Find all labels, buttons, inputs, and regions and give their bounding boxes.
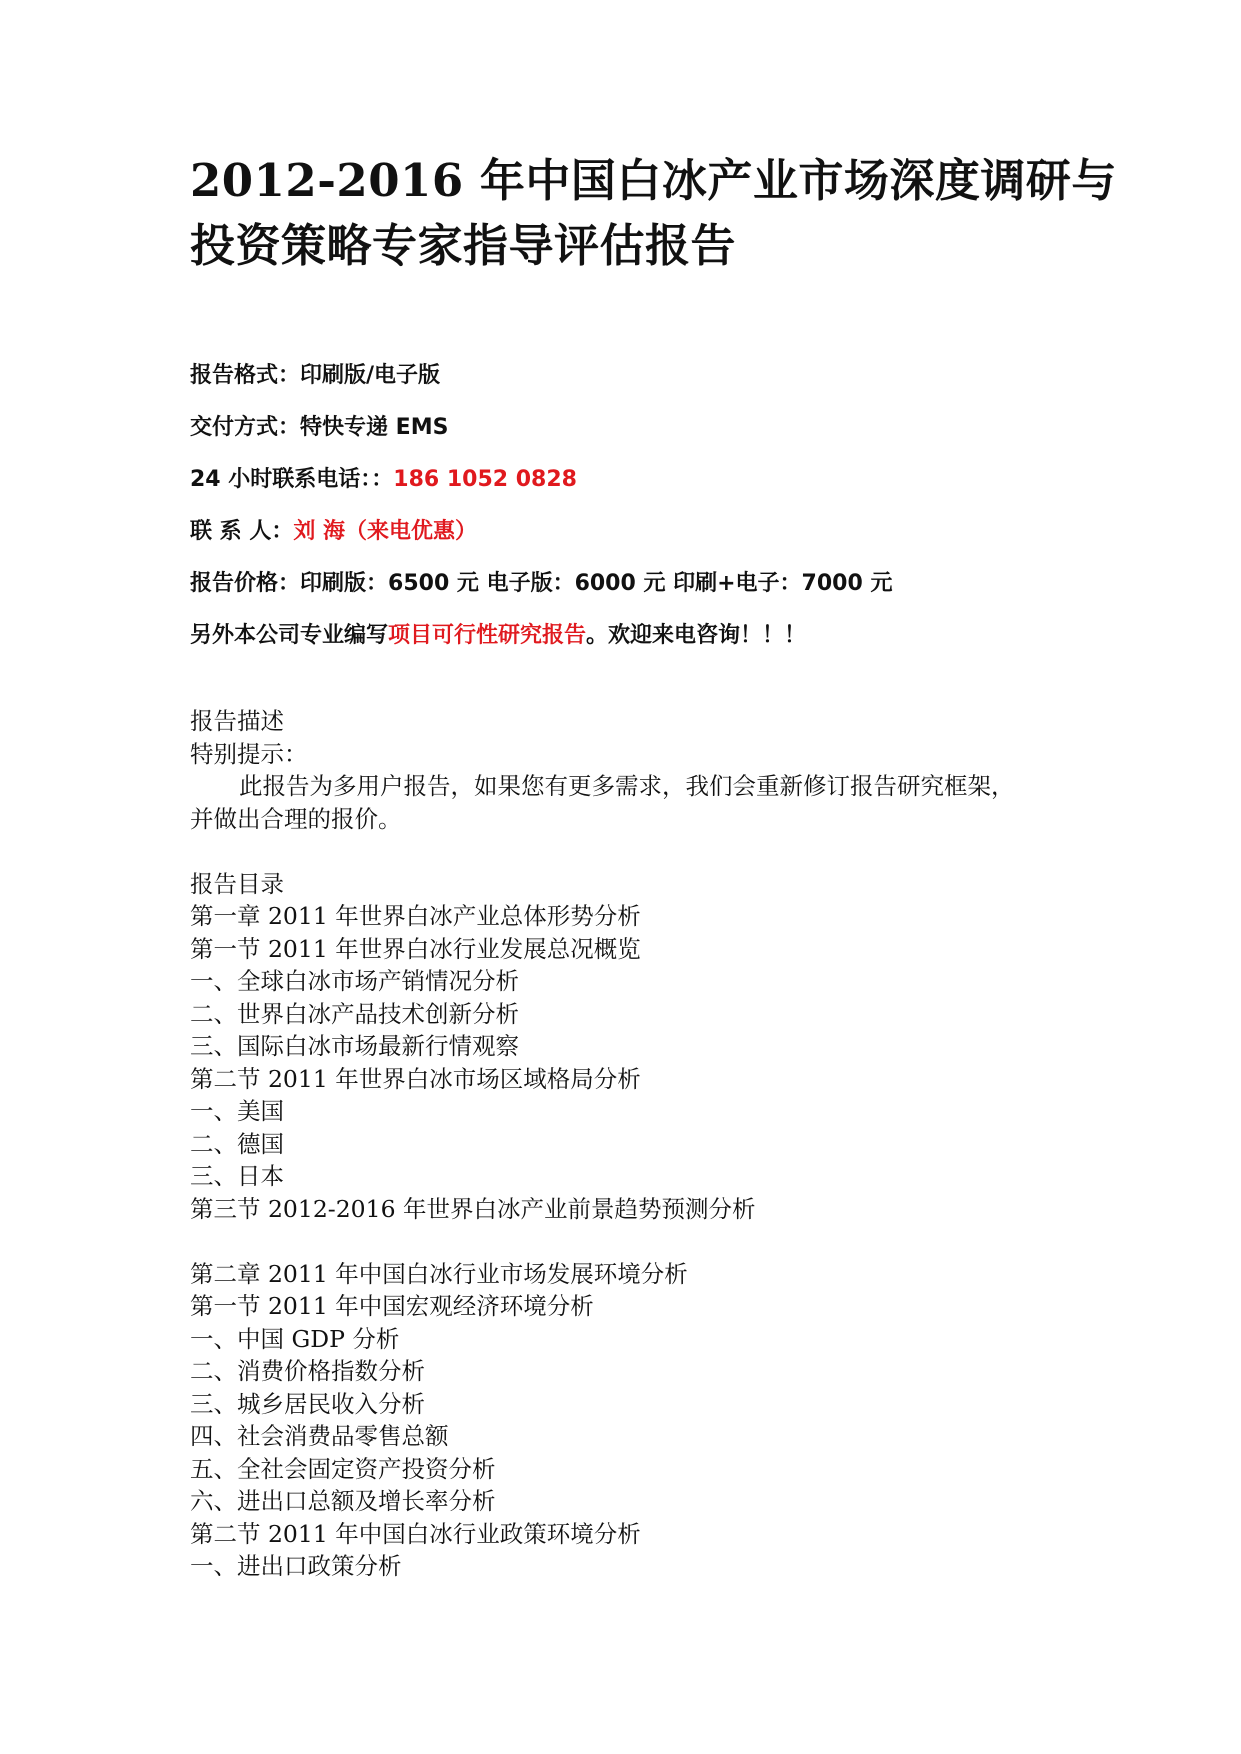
toc-item: 第二节 2011 年世界白冰市场区域格局分析 [190,1064,641,1093]
title-line-1: 2012-2016 年中国白冰产业市场深度调研与 [190,154,1117,207]
info-delivery [190,412,1090,464]
info-contact [190,516,1090,568]
format-label: 报告格式： [190,363,301,388]
info-extra [190,620,1090,672]
toc-item: 第一章 2011 年世界白冰产业总体形势分析 [190,902,641,930]
toc-item: 一、全球白冰市场产销情况分析 [190,967,519,995]
toc-item: 三、日本 [190,1162,284,1190]
toc-item: 二、世界白冰产品技术创新分析 [190,999,519,1028]
notice-line-1: 此报告为多用户报告，如果您有更多需求，我们会重新修订报告研究框架， [239,772,1015,800]
order-info [190,360,1090,672]
spacer [190,835,1090,868]
report-body [190,705,1090,1583]
toc-item: 五、全社会固定资产投资分析 [190,1454,496,1483]
phone-label: 24 小时联系电话：： [190,467,394,492]
toc-chapter-2 [190,1258,1090,1583]
phone-number: 186 1052 0828 [393,467,577,492]
document-page [190,0,1117,1754]
extra-suffix: 。欢迎来电咨询！！！ [586,623,807,648]
toc-item: 六、进出口总额及增长率分析 [190,1487,496,1515]
delivery-value: 特快专递 EMS [300,415,449,440]
extra-prefix: 另外本公司专业编写 [190,623,389,648]
title-line-2: 投资策略专家指导评估报告 [190,219,737,272]
delivery-label: 交付方式： [190,415,301,440]
toc-item: 二、消费价格指数分析 [190,1357,425,1385]
toc-item: 四、社会消费品零售总额 [190,1422,449,1450]
price-label: 报告价格： [190,571,301,596]
toc-heading: 报告目录 [190,869,284,898]
toc-item: 三、城乡居民收入分析 [190,1389,425,1418]
toc-item: 第一节 2011 年中国宏观经济环境分析 [190,1292,594,1320]
contact-person: 刘 海（来电优惠） [293,519,477,544]
toc-chapter-1 [190,900,1090,1225]
toc-item: 第二节 2011 年中国白冰行业政策环境分析 [190,1519,641,1548]
extra-highlight: 项目可行性研究报告 [388,623,587,648]
toc-item: 第三节 2012-2016 年世界白冰产业前景趋势预测分析 [190,1194,756,1223]
notice-line-2: 并做出合理的报价。 [190,804,402,833]
contact-label: 联 系 人： [190,519,294,544]
info-price [190,568,1090,620]
toc-item: 一、美国 [190,1097,284,1125]
notice-label: 特别提示： [190,739,308,768]
toc-item: 一、中国 GDP 分析 [190,1324,400,1353]
info-format [190,360,1090,412]
toc-item: 一、进出口政策分析 [190,1552,402,1580]
description-heading: 报告描述 [190,707,284,735]
toc-item: 第二章 2011 年中国白冰行业市场发展环境分析 [190,1259,688,1288]
toc-item: 三、国际白冰市场最新行情观察 [190,1032,519,1060]
price-value: 印刷版：6500 元 电子版：6000 元 印刷+电子：7000 元 [300,571,893,596]
report-title [190,148,1117,278]
toc-item: 第一节 2011 年世界白冰行业发展总况概览 [190,934,641,963]
format-value: 印刷版/电子版 [300,363,441,388]
spacer [190,1225,1090,1258]
toc-item: 二、德国 [190,1129,284,1158]
info-phone [190,464,1090,516]
